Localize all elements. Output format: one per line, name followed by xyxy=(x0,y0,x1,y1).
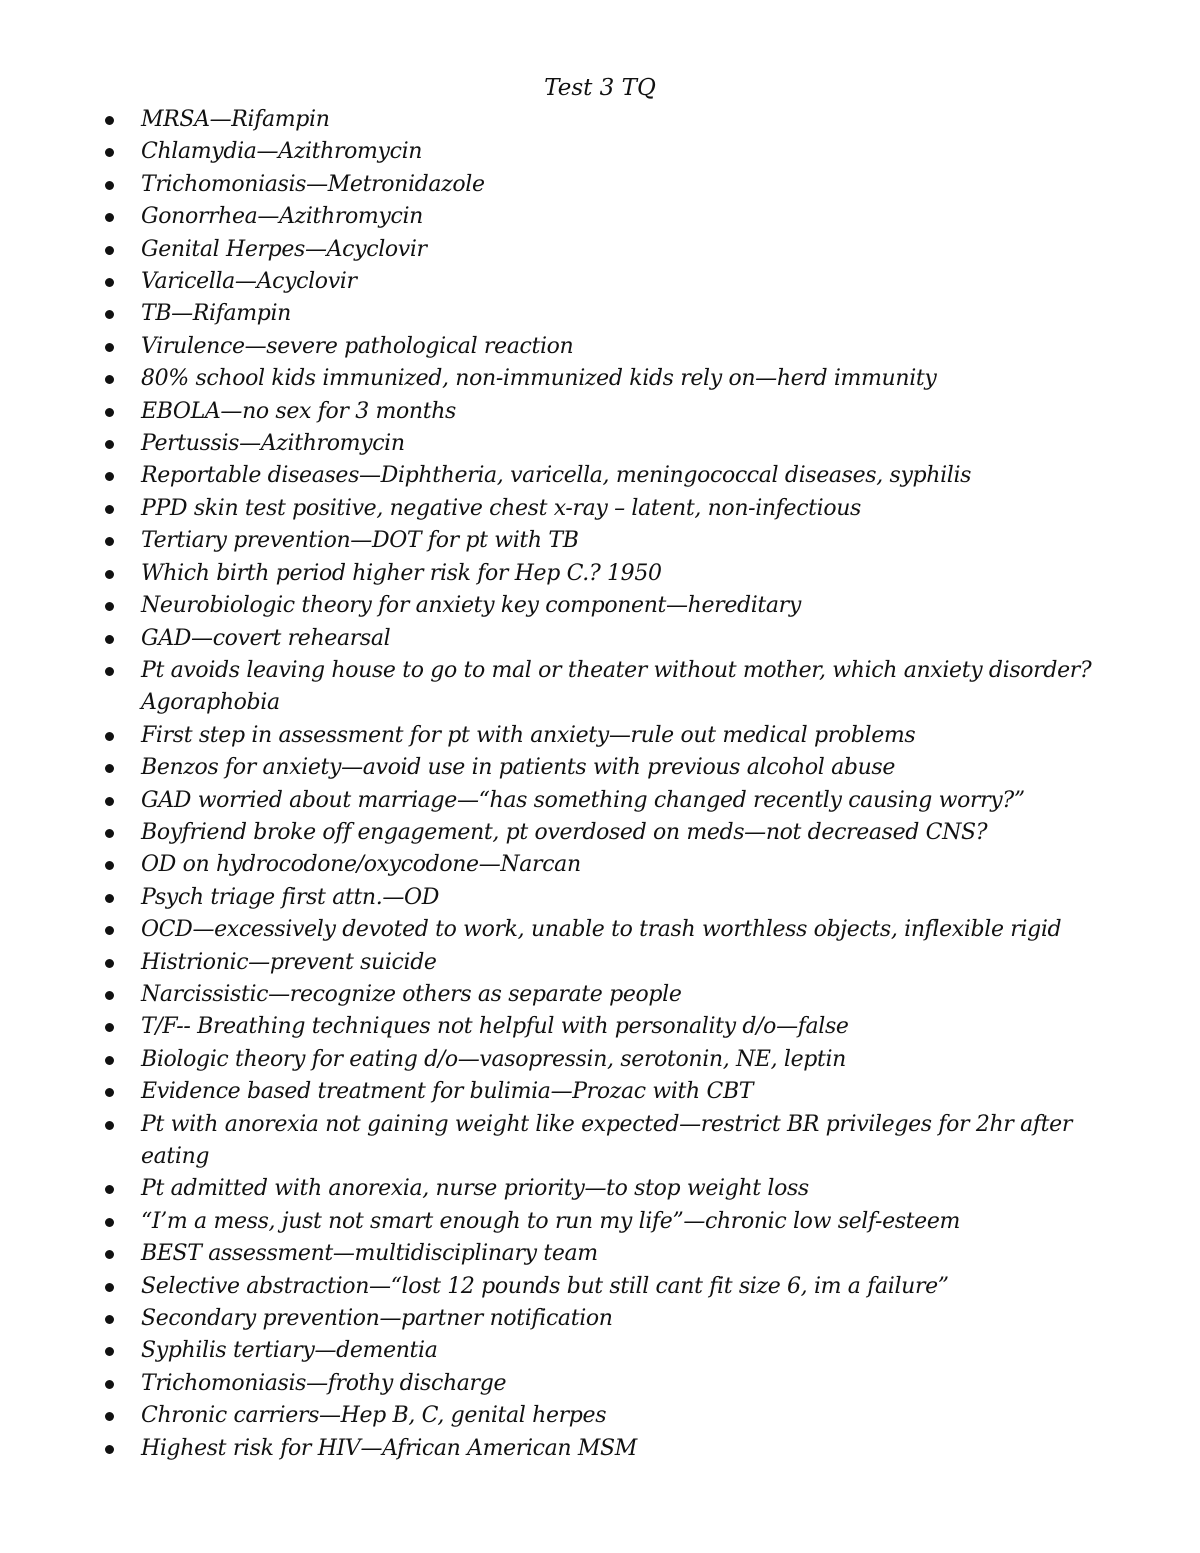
bullet-icon xyxy=(105,797,114,806)
list-item-text: 80% school kids immunized, non-immunized kids rely on—herd immunity xyxy=(141,366,937,392)
bullet-icon xyxy=(105,1283,114,1292)
list-item-text: Selective abstraction—“lost 12 pounds but still cant fit size 6, im a failure” xyxy=(141,1273,949,1299)
list-item xyxy=(0,590,1200,622)
bullet-icon xyxy=(105,926,114,935)
bullet-icon xyxy=(105,1347,114,1356)
bullet-icon xyxy=(105,1412,114,1421)
list-item xyxy=(0,623,1200,655)
list-item xyxy=(0,752,1200,784)
list-item xyxy=(0,720,1200,752)
bullet-icon xyxy=(105,829,114,838)
list-item xyxy=(0,169,1200,201)
list-item-text: Pt with anorexia not gaining weight like expected—restrict BR privileges for 2hr after eating xyxy=(141,1111,1072,1169)
list-item xyxy=(0,1238,1200,1270)
bullet-icon xyxy=(105,1121,114,1130)
list-item-text: Varicella—Acyclovir xyxy=(141,269,357,295)
list-item-text: GAD—covert rehearsal xyxy=(141,625,391,651)
bullet-icon xyxy=(105,310,114,319)
list-item-text: PPD skin test positive, negative chest x-ray – latent, non-infectious xyxy=(141,495,861,521)
list-item xyxy=(0,1076,1200,1108)
list-item-text: Evidence based treatment for bulimia—Prozac with CBT xyxy=(141,1079,754,1105)
list-item xyxy=(0,1303,1200,1335)
list-item-text: MRSA—Rifampin xyxy=(141,107,330,132)
list-item-text: Pertussis—Azithromycin xyxy=(141,431,405,457)
list-item-text: Trichomoniasis—frothy discharge xyxy=(141,1370,507,1396)
list-item-text: T/F-- Breathing techniques not helpful with personality d/o—false xyxy=(141,1014,849,1040)
list-item-text: Tertiary prevention—DOT for pt with TB xyxy=(141,528,579,554)
list-item xyxy=(0,396,1200,428)
bullet-icon xyxy=(105,440,114,449)
list-item-text: OCD—excessively devoted to work, unable to trash worthless objects, inflexible rigid xyxy=(141,917,1062,943)
bullet-icon xyxy=(105,1380,114,1389)
list-item-text: OD on hydrocodone/oxycodone—Narcan xyxy=(141,852,581,878)
list-item xyxy=(0,1335,1200,1367)
list-item-text: Boyfriend broke off engagement, pt overdosed on meds—not decreased CNS? xyxy=(141,819,988,845)
bullet-icon xyxy=(105,375,114,384)
bullet-icon xyxy=(105,732,114,741)
list-item xyxy=(0,1368,1200,1400)
list-item-text: EBOLA—no sex for 3 months xyxy=(141,398,456,424)
list-item-text: Highest risk for HIV—African American MSM xyxy=(141,1435,637,1461)
list-item xyxy=(0,655,1200,720)
list-item xyxy=(0,1109,1200,1174)
list-item-text: Pt admitted with anorexia, nurse priority—to stop weight loss xyxy=(141,1176,809,1202)
bullet-icon xyxy=(105,472,114,481)
list-item-text: “I’m a mess, just not smart enough to run my life”—chronic low self-esteem xyxy=(141,1208,961,1234)
bullet-icon xyxy=(105,1056,114,1065)
list-item xyxy=(0,882,1200,914)
bullet-icon xyxy=(105,116,114,125)
bullet-icon xyxy=(105,537,114,546)
bullet-icon xyxy=(105,635,114,644)
bullet-icon xyxy=(105,408,114,417)
list-item xyxy=(0,1433,1200,1465)
bullet-icon xyxy=(105,1088,114,1097)
bullet-icon xyxy=(105,764,114,773)
bullet-icon xyxy=(105,181,114,190)
list-item-text: Pt avoids leaving house to go to mal or theater without mother, which anxiety disorder? Agoraphobia xyxy=(141,657,1092,716)
list-item xyxy=(0,1400,1200,1432)
list-item xyxy=(0,1011,1200,1043)
list-item xyxy=(0,947,1200,979)
document-title: Test 3 TQ xyxy=(544,75,656,101)
list-item-text: TB—Rifampin xyxy=(141,301,291,327)
list-item xyxy=(0,849,1200,881)
list-item-text: Trichomoniasis—Metronidazole xyxy=(141,171,485,197)
list-item-text: Neurobiologic theory for anxiety key component—hereditary xyxy=(141,593,801,619)
list-item xyxy=(0,493,1200,525)
bullet-icon xyxy=(105,1315,114,1324)
bullet-list xyxy=(0,104,1200,1465)
list-item-text: Chronic carriers—Hep B, C, genital herpes xyxy=(141,1403,607,1429)
bullet-icon xyxy=(105,894,114,903)
list-item xyxy=(0,298,1200,330)
list-item-text: BEST assessment—multidisciplinary team xyxy=(141,1241,598,1267)
list-item xyxy=(0,1206,1200,1238)
list-item xyxy=(0,104,1200,136)
list-item-text: Biologic theory for eating d/o—vasopressin, serotonin, NE, leptin xyxy=(141,1046,846,1072)
bullet-icon xyxy=(105,1185,114,1194)
list-item xyxy=(0,817,1200,849)
list-item xyxy=(0,363,1200,395)
list-item xyxy=(0,914,1200,946)
list-item xyxy=(0,234,1200,266)
list-item-text: Secondary prevention—partner notification xyxy=(141,1306,613,1332)
bullet-icon xyxy=(105,213,114,222)
list-item xyxy=(0,558,1200,590)
bullet-icon xyxy=(105,861,114,870)
bullet-icon xyxy=(105,570,114,579)
list-item xyxy=(0,979,1200,1011)
bullet-icon xyxy=(105,343,114,352)
list-item-text: GAD worried about marriage—“has something changed recently causing worry?” xyxy=(141,787,1025,813)
bullet-icon xyxy=(105,1250,114,1259)
bullet-icon xyxy=(105,667,114,676)
list-item-text: Which birth period higher risk for Hep C.? 1950 xyxy=(141,560,662,586)
list-item-text: Narcissistic—recognize others as separate people xyxy=(141,981,682,1007)
bullet-icon xyxy=(105,1023,114,1032)
list-item-text: Syphilis tertiary—dementia xyxy=(141,1338,438,1364)
list-item xyxy=(0,428,1200,460)
bullet-icon xyxy=(105,278,114,287)
list-item-text: Benzos for anxiety—avoid use in patients with previous alcohol abuse xyxy=(141,755,896,781)
bullet-icon xyxy=(105,1218,114,1227)
list-item xyxy=(0,1271,1200,1303)
bullet-icon xyxy=(105,148,114,157)
bullet-icon xyxy=(105,602,114,611)
list-item xyxy=(0,785,1200,817)
list-item-text: Reportable diseases—Diphtheria, varicella, meningococcal diseases, syphilis xyxy=(141,463,972,489)
list-item xyxy=(0,266,1200,298)
list-item-text: First step in assessment for pt with anxiety—rule out medical problems xyxy=(141,722,916,748)
bullet-icon xyxy=(105,991,114,1000)
list-item-text: Histrionic—prevent suicide xyxy=(141,949,437,975)
bullet-icon xyxy=(105,246,114,255)
list-item xyxy=(0,525,1200,557)
bullet-icon xyxy=(105,1445,114,1454)
list-item xyxy=(0,460,1200,492)
list-item-text: Genital Herpes—Acyclovir xyxy=(141,236,427,262)
list-item xyxy=(0,331,1200,363)
bullet-icon xyxy=(105,505,114,514)
list-item xyxy=(0,1044,1200,1076)
list-item-text: Gonorrhea—Azithromycin xyxy=(141,204,423,230)
list-item-text: Chlamydia—Azithromycin xyxy=(141,139,423,165)
list-item xyxy=(0,201,1200,233)
list-item xyxy=(0,136,1200,168)
bullet-icon xyxy=(105,959,114,968)
list-item-text: Virulence—severe pathological reaction xyxy=(141,333,574,359)
list-item-text: Psych triage first attn.—OD xyxy=(141,884,440,910)
list-item xyxy=(0,1173,1200,1205)
